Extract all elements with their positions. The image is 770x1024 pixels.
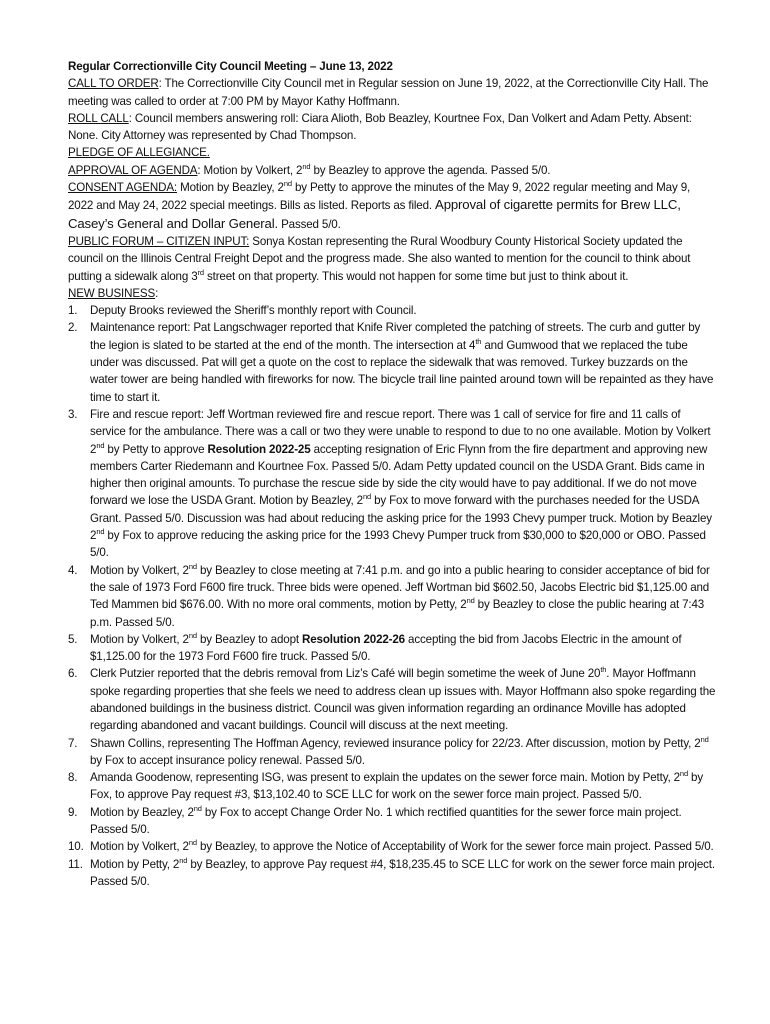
item-text: Clerk Putzier reported that the debris removal from Liz’s Café will begin sometime the week of June 20 [90,667,601,681]
consent-agenda-text-end: Passed 5/0. [278,217,341,231]
item-text: Motion by Petty, 2 [90,857,180,871]
roll-call-text: : Council members answering roll: Ciara Alioth, Bob Beazley, Kourtnee Fox, Dan Volkert and Adam Petty. Absent: None. City Attorney was represented by Chad Thompson. [68,111,692,143]
item-text: Motion by Volkert, 2 [90,563,189,577]
item-number: 7. [68,736,78,750]
superscript: nd [362,492,371,502]
item-text: . Mayor Hoffmann spoke regarding properties that she feels we need to address clean up issues with. Mayor Hoffmann also spoke regarding the abandoned buildings in the business district. Council was given information regarding an ordinance Moville has adopted regarding abandoned and vacant buildings. Council will discuss at the next meeting. [90,667,716,733]
new-business-colon: : [155,286,159,300]
superscript: nd [700,734,709,744]
public-forum-label: PUBLIC FORUM – CITIZEN INPUT: [68,234,250,248]
list-item [68,665,718,734]
consent-agenda-text: Motion by Beazley, 2 [177,181,284,195]
item-text: by Petty to approve [104,442,208,456]
list-item [68,804,718,839]
item-text: Motion by Beazley, 2 [90,805,194,819]
pledge-paragraph [68,144,718,161]
list-item [68,856,718,891]
list-item [68,319,718,405]
public-forum-text: Sonya Kostan representing the Rural Woodbury County Historical Society updated the council on the Illinois Central Freight Depot and the progress made. She also wanted to mention for the council to think about putting a sidewalk along 3 [68,234,691,283]
superscript: nd [96,527,105,537]
roll-call-paragraph [68,110,718,145]
consent-agenda-cigarette-permits: Approval of cigarette permits for Brew LLC, Casey’s General and Dollar General. [68,197,681,231]
superscript: nd [188,838,197,848]
superscript: nd [179,855,188,865]
superscript: nd [193,803,202,813]
superscript: rd [197,267,204,277]
consent-agenda-text-mid: by Petty to approve the minutes of the May 9, 2022 regular meeting and May 9, 2022 and May 24, 2022 special meetings. Bills as listed. Reports as filed. [68,181,691,213]
item-number: 3. [68,407,78,421]
call-to-order-label: CALL TO ORDER [68,77,159,91]
item-text: Motion by Volkert, 2 [90,632,189,646]
resolution-number: Resolution 2022-26 [302,632,405,646]
item-text: by Fox to accept Change Order No. 1 which rectified quantities for the sewer force main project. Passed 5/0. [90,805,682,837]
new-business-label: NEW BUSINESS [68,286,156,300]
item-text: by Fox to approve reducing the asking price for the 1993 Chevy Pumper truck from $30,000 to $20,000 or OBO. Passed 5/0. [90,529,706,560]
resolution-number: Resolution 2022-25 [207,442,311,456]
approval-agenda-paragraph [68,162,718,179]
list-item [68,838,718,855]
approval-agenda-text-end: by Beazley to approve the agenda. Passed 5/0. [310,163,551,177]
item-number: 5. [68,632,78,646]
superscript: nd [188,561,197,571]
item-text: Shawn Collins, representing The Hoffman Agency, reviewed insurance policy for 22/23. After discussion, motion by Petty, 2 [90,736,701,750]
new-business-heading [68,285,718,302]
item-text: by Fox to move forward with the purchases needed for the USDA Grant. Passed 5/0. Discussion was had about reducing the asking price for the 1993 Chevy pumper truck. Motion by Beazley 2 [90,494,712,543]
item-text: by Beazley to adopt [196,632,303,646]
item-number: 11. [68,857,83,871]
item-number: 2. [68,321,78,335]
item-number: 9. [68,805,78,819]
public-forum-text-end: street on that property. This would not happen for some time but just to think about it. [203,269,629,283]
superscript: nd [466,596,475,606]
list-item [68,631,718,666]
item-text: Motion by Volkert, 2 [90,840,189,854]
superscript: nd [302,161,311,171]
roll-call-label: ROLL CALL [68,111,129,125]
call-to-order-paragraph [68,75,718,110]
item-text: and Gumwood that we replaced the tube under was discussed. Pat will get a quote on the cost to replace the sidewalk that was removed. Turkey buzzards on the water tower are being handled with fireworks for now. The bicycle trail line painted around town will be repainted as they have time to start it. [90,338,714,404]
consent-agenda-label: CONSENT AGENDA: [68,181,177,195]
item-text: by Beazley, to approve the Notice of Acceptability of Work for the sewer force main project. Passed 5/0. [196,840,714,854]
superscript: nd [96,440,105,450]
item-text: Deputy Brooks reviewed the Sheriff’s monthly report with Council. [90,304,417,318]
item-number: 10. [68,840,84,854]
superscript: nd [679,769,688,779]
list-item [68,406,718,562]
pledge-label: PLEDGE OF ALLEGIANCE. [68,146,210,160]
item-number: 6. [68,667,78,681]
superscript: th [600,665,607,675]
consent-agenda-paragraph [68,179,718,233]
list-item [68,735,718,770]
superscript: nd [283,179,292,189]
call-to-order-text: : The Correctionville City Council met in Regular session on June 19, 2022, at the Correctionville City Hall. The meeting was called to order at 7:00 PM by Mayor Kathy Hoffmann. [68,77,709,108]
item-text: by Beazley to close the public hearing at 7:43 p.m. Passed 5/0. [90,598,705,629]
item-text: by Fox, to approve Pay request #3, $13,102.40 to SCE LLC for work on the sewer force main project. Passed 5/0. [90,771,703,802]
item-text: by Beazley, to approve Pay request #4, $18,235.45 to SCE LLC for work on the sewer force main project. Passed 5/0. [90,857,715,888]
item-text: Fire and rescue report: Jeff Wortman reviewed fire and rescue report. There was 1 call of service for fire and 11 calls of service for the ambulance. There was a call or two they were unable to respond to due to no one available. Motion by Volkert 2 [90,407,711,456]
item-text: Amanda Goodenow, representing ISG, was present to explain the updates on the sewer force main. Motion by Petty, 2 [90,771,680,785]
list-item [68,769,718,804]
item-text: accepting resignation of Eric Flynn from the fire department and approving new members Carter Riedemann and Kourtnee Fox. Passed 5/0. Adam Petty updated council on the USDA Grant. Bids came in higher then original amounts. To purchase the rescue side by side the city would have to pay additional. If we do not move forward we lose the USDA Grant. Motion by Beazley, 2 [90,442,708,508]
item-number: 4. [68,563,78,577]
superscript: nd [188,630,197,640]
item-number: 1. [68,304,78,318]
list-item [68,302,718,319]
minutes-document [68,58,718,890]
item-number: 8. [68,771,78,785]
item-text: accepting the bid from Jacobs Electric in the amount of $1,125.00 for the 1973 Ford F600 fire truck. Passed 5/0. [90,632,682,664]
approval-agenda-text: : Motion by Volkert, 2 [197,163,303,177]
public-forum-paragraph [68,233,718,285]
item-text: by Fox to accept insurance policy renewal. Passed 5/0. [90,753,365,767]
item-text: Maintenance report: Pat Langschwager reported that Knife River completed the patching of streets. The curb and gutter by the legion is slated to be started at the end of the month. The intersection at 4 [90,321,701,352]
approval-agenda-label: APPROVAL OF AGENDA [68,163,198,177]
list-item [68,562,718,631]
superscript: th [475,336,482,346]
new-business-list [68,302,718,890]
document-title: Regular Correctionville City Council Meeting – June 13, 2022 [68,60,393,73]
item-text: by Beazley to close meeting at 7:41 p.m. and go into a public hearing to consider acceptance of bid for the sale of 1973 Ford F600 fire truck. Three bids were opened. Jeff Wortman bid $602.50, Jacobs Electric bid $1,125.00 and Ted Mammen bid $676.00. With no more oral comments, motion by Petty, 2 [90,563,710,612]
